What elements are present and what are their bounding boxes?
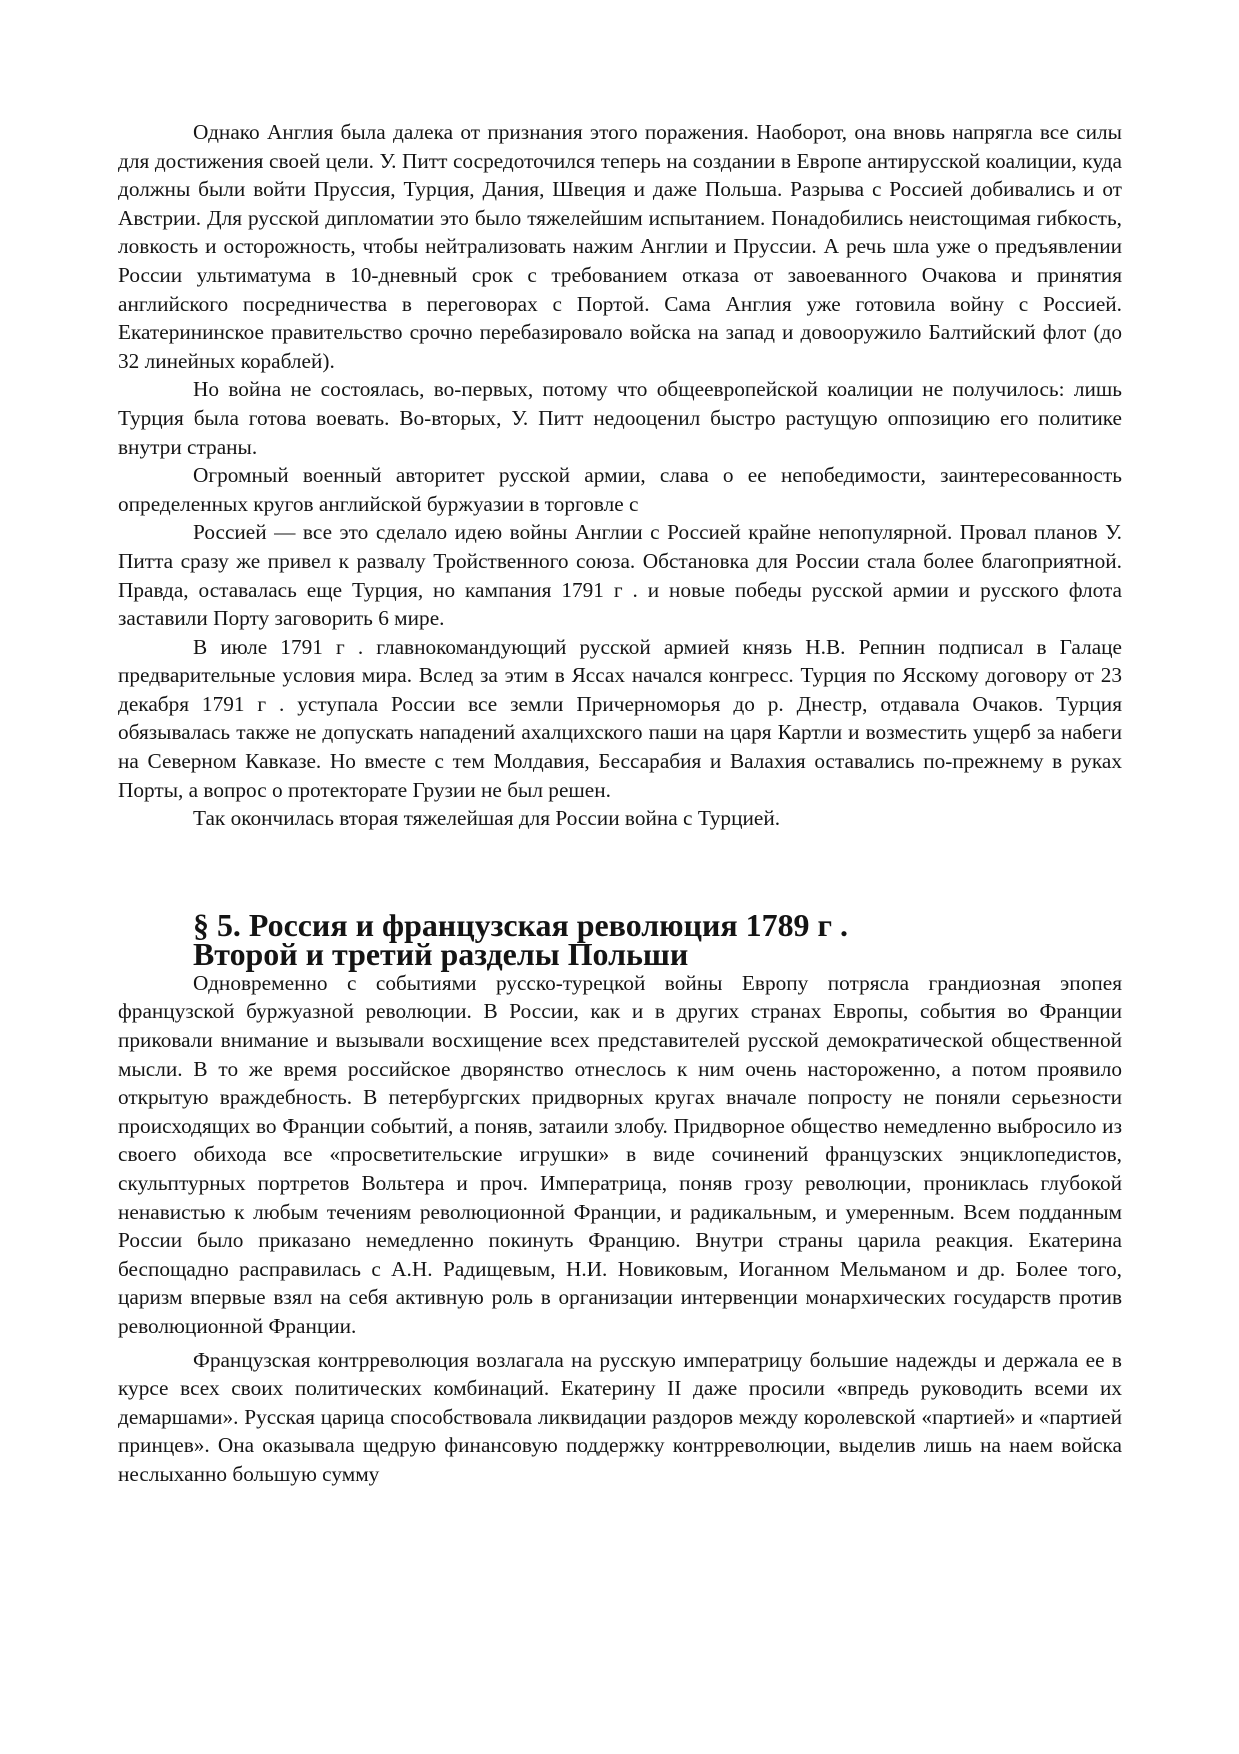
- section-heading: [118, 907, 1122, 972]
- section-spacer: [118, 833, 1122, 911]
- section-heading-line-2: Второй и третий разделы Польши: [193, 936, 689, 972]
- paragraph: Французская контрреволюция возлагала на русскую императрицу большие надежды и держала ее в курсе всех своих политических комбинаций. Екатерину II даже просили «впредь руководить всеми их демаршами». Русская царица способствовала ликвидации раздоров между королевской «партией» и «партией принцев». Она оказывала щедрую финансовую поддержку контрреволюции, выделив лишь на наем войска неслыханно большую сумму: [118, 1347, 1122, 1486]
- paragraph: Однако Англия была далека от признания этого поражения. Наоборот, она вновь напрягла все силы для достижения своей цели. У. Питт сосредоточился теперь на создании в Европе антирусской коалиции, куда должны были войти Пруссия, Турция, Дания, Швеция и даже Польша. Разрыва с Россией добивались и от Австрии. Для русской дипломатии это было тяжелейшим испытанием. Понадобились неистощимая гибкость, ловкость и осторожность, чтобы нейтрализовать нажим Англии и Пруссии. А речь шла уже о предъявлении России ультиматума в 10-дневный срок с требованием отказа от завоеванного Очакова и принятия английского посредничества в переговорах с Портой. Сама Англия уже готовила войну с Россией. Екатерининское правительство срочно перебазировало войска на запад и довооружило Балтийский флот (до 32 линейных кораблей).: [118, 120, 1122, 373]
- paragraph: Так окончилась вторая тяжелейшая для России война с Турцией.: [193, 806, 781, 831]
- paragraph: Но война не состоялась, во-первых, потому что общеевропейской коалиции не получилось: лишь Турция была готова воевать. Во-вторых, У. Питт недооценил быстро растущую оппозицию его политике внутри страны.: [118, 377, 1122, 459]
- paragraph: Россией — все это сделало идею войны Англии с Россией крайне непопулярной. Провал планов У. Питта сразу же привел к развалу Тройственного союза. Обстановка для России стала более благоприятной. Правда, оставалась еще Турция, но кампания 1791 г . и новые победы русской армии и русского флота заставили Порту заговорить 6 мире.: [118, 520, 1122, 631]
- paragraph: Огромный военный авторитет русской армии, слава о ее непобедимости, заинтересованность определенных кругов английской буржуазии в торговле с: [118, 463, 1122, 516]
- section-heading-line-1: § 5. Россия и французская революция 1789 г .: [193, 907, 848, 943]
- paragraph: В июле 1791 г . главнокомандующий русской армией князь Н.В. Репнин подписал в Галаце предварительные условия мира. Вслед за этим в Яссах начался конгресс. Турция по Ясскому договору от 23 декабря 1791 г . уступала России все земли Причерноморья до р. Днестр, отдавала Очаков. Турция обязывалась также не допускать нападений ахалцихского паши на царя Картли и возместить ущерб за набеги на Северном Кавказе. Но вместе с тем Молдавия, Бессарабия и Валахия оставались по-прежнему в руках Порты, а вопрос о протекторате Грузии не был решен.: [118, 634, 1122, 802]
- document-page: [118, 118, 1122, 1489]
- paragraph: Одновременно с событиями русско-турецкой войны Европу потрясла грандиозная эпопея французской буржуазной революции. В России, как и в других странах Европы, события во Франции приковали внимание и вызывали восхищение всех представителей русской демократической общественной мысли. В то же время российское дворянство отнеслось к ним очень настороженно, а потом проявило открытую враждебность. В петербургских придворных кругах вначале попросту не поняли серьезности происходящих во Франции событий, а поняв, затаили злобу. Придворное общество немедленно выбросило из своего обихода все «просветительские игрушки» в виде сочинений французских энциклопедистов, скульптурных портретов Вольтера и проч. Императрица, поняв грозу революции, прониклась глубокой ненавистью к любым течениям революционной Франции, и радикальным, и умеренным. Всем подданным России было приказано немедленно покинуть Францию. Внутри страны царила реакция. Екатерина беспощадно расправилась с А.Н. Радищевым, Н.И. Новиковым, Иоганном Мельманом и др. Более того, царизм впервые взял на себя активную роль в организации интервенции монархических государств против революционной Франции.: [118, 970, 1122, 1338]
